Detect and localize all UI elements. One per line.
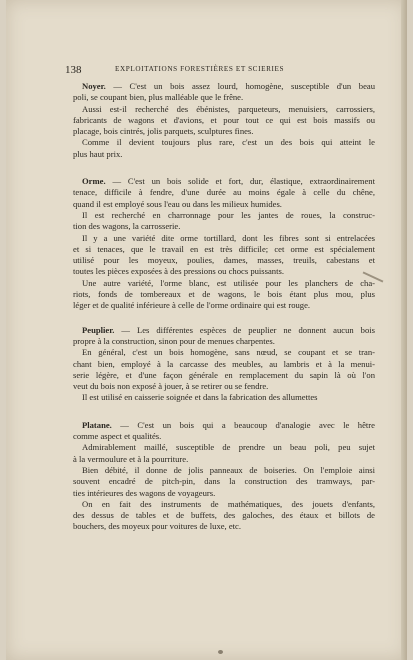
section-platane [73, 420, 375, 533]
paragraph-line: toutes les pièces exposées à des pressions ou chocs puissants. [73, 266, 284, 277]
paragraph-line: Admirablement maillé, susceptible de prendre un beau poli, peu sujet [82, 442, 375, 453]
paragraph-line: des dessus de tables et de buffets, des galoches, des étaux et billots de [73, 510, 375, 521]
paragraph-line: riots, fonds de tombereaux et de wagons, le bois étant plus mou, plus [73, 289, 375, 300]
paragraph-line: veut du bois non exposé à jouer, à se retirer ou se fendre. [73, 381, 269, 392]
paragraph-line: Une autre variété, l'orme blanc, est utilisée pour les planchers de cha- [82, 277, 375, 288]
section-title: Peuplier. [82, 324, 115, 335]
paragraph-line: serie légère, et d'une façon générale en remplacement du sapin là où l'on [73, 369, 375, 380]
section-title: Orme. [82, 176, 106, 187]
paragraph-line: tenace, difficile à fendre, d'une durée au moins égale à celle du chêne, [73, 187, 375, 198]
paragraph-line: à la vermoulure et à la pourriture. [73, 453, 189, 464]
paragraph-line: Comme il devient toujours plus rare, c'est un des bois qui atteint le [82, 137, 375, 148]
paragraph-line: tion des wagons, la carrosserie. [73, 221, 181, 232]
paragraph-line: Il est utilisé en caisserie soignée et dans la fabrication des allumettes [82, 392, 318, 403]
paragraph-line: comme aspect et qualités. [73, 431, 162, 442]
paragraph-line: utilisé pour les moyeux, poulies, dames, masses, treuils, cabestans et [73, 255, 375, 266]
paragraph-line: Platane. — C'est un bois qui a beaucoup d'analogie avec le hêtre [82, 419, 375, 430]
paragraph-line: plus haut prix. [73, 148, 123, 159]
paragraph-line: placage, bois cintrés, jolis parquets, sculptures fines. [73, 126, 254, 137]
paragraph-line: On en fait des instruments de mathématiques, des jouets d'enfants, [82, 498, 375, 509]
paragraph-line: Orme. — C'est un bois solide et fort, dur, élastique, extraordinairement [82, 176, 375, 187]
page-edge [401, 0, 407, 660]
page-header [65, 64, 365, 78]
page-number: 138 [65, 64, 82, 76]
paragraph-line: En général, c'est un bois homogène, sans nœud, se coupant et se tran- [82, 347, 375, 358]
paragraph-line: Bien débité, il donne de jolis panneaux de boiseries. On l'emploie ainsi [82, 464, 375, 475]
paragraph-line: poli, se coupant bien, plus malléable que le frêne. [73, 92, 244, 103]
paragraph-line: Noyer. — C'est un bois assez lourd, homogène, susceptible d'un beau [82, 81, 375, 91]
paragraph-line: propre à la construction, sinon pour de menues charpentes. [73, 335, 275, 346]
paragraph-line: quand il est employé sous l'eau ou dans les milieux humides. [73, 198, 282, 209]
paragraph-line: Il y a une variété dite orme tortillard, dont les fibres sont si entrelacées [82, 232, 375, 243]
paragraph-line: Peuplier. — Les différentes espèces de peuplier ne donnent aucun bois [82, 324, 375, 335]
paragraph-line: Aussi est-il recherché des ébénistes, parqueteurs, menuisiers, carrossiers, [82, 103, 375, 114]
paragraph-line: Il est recherché en charronnage pour les jantes de roues, la construc- [82, 209, 375, 220]
paragraph-line: et si tenaces, que le travail en est très difficile; cet orme est spécialement [73, 243, 375, 254]
section-title: Platane. [82, 419, 112, 430]
section-noyer [73, 81, 375, 160]
paragraph-line: ties intérieures des wagons de voyageurs. [73, 487, 216, 498]
running-head: EXPLOITATIONS FORESTIÈRES ET SCIERIES [115, 65, 285, 73]
section-title: Noyer. [82, 81, 106, 91]
section-peuplier [73, 325, 375, 404]
paragraph-line: léger et de qualité inférieure à celle de l'orme ordinaire qui est rouge. [73, 300, 311, 311]
ink-blot [218, 650, 223, 654]
section-orme [73, 176, 375, 312]
book-page [6, 0, 407, 660]
paragraph-line: fabricants de wagons et d'avions, et pour tout ce qui est bois massifs ou [73, 114, 375, 125]
page-body [73, 81, 375, 533]
paragraph-line: chant bien, employé à la carcasse des meubles, au lambris et à la menui- [73, 358, 375, 369]
paragraph-line: bouchers, des moyeux pour voitures de luxe, etc. [73, 521, 242, 532]
paragraph-line: souvent encadré de pitch-pin, dans la construction des tramways, par- [73, 476, 375, 487]
